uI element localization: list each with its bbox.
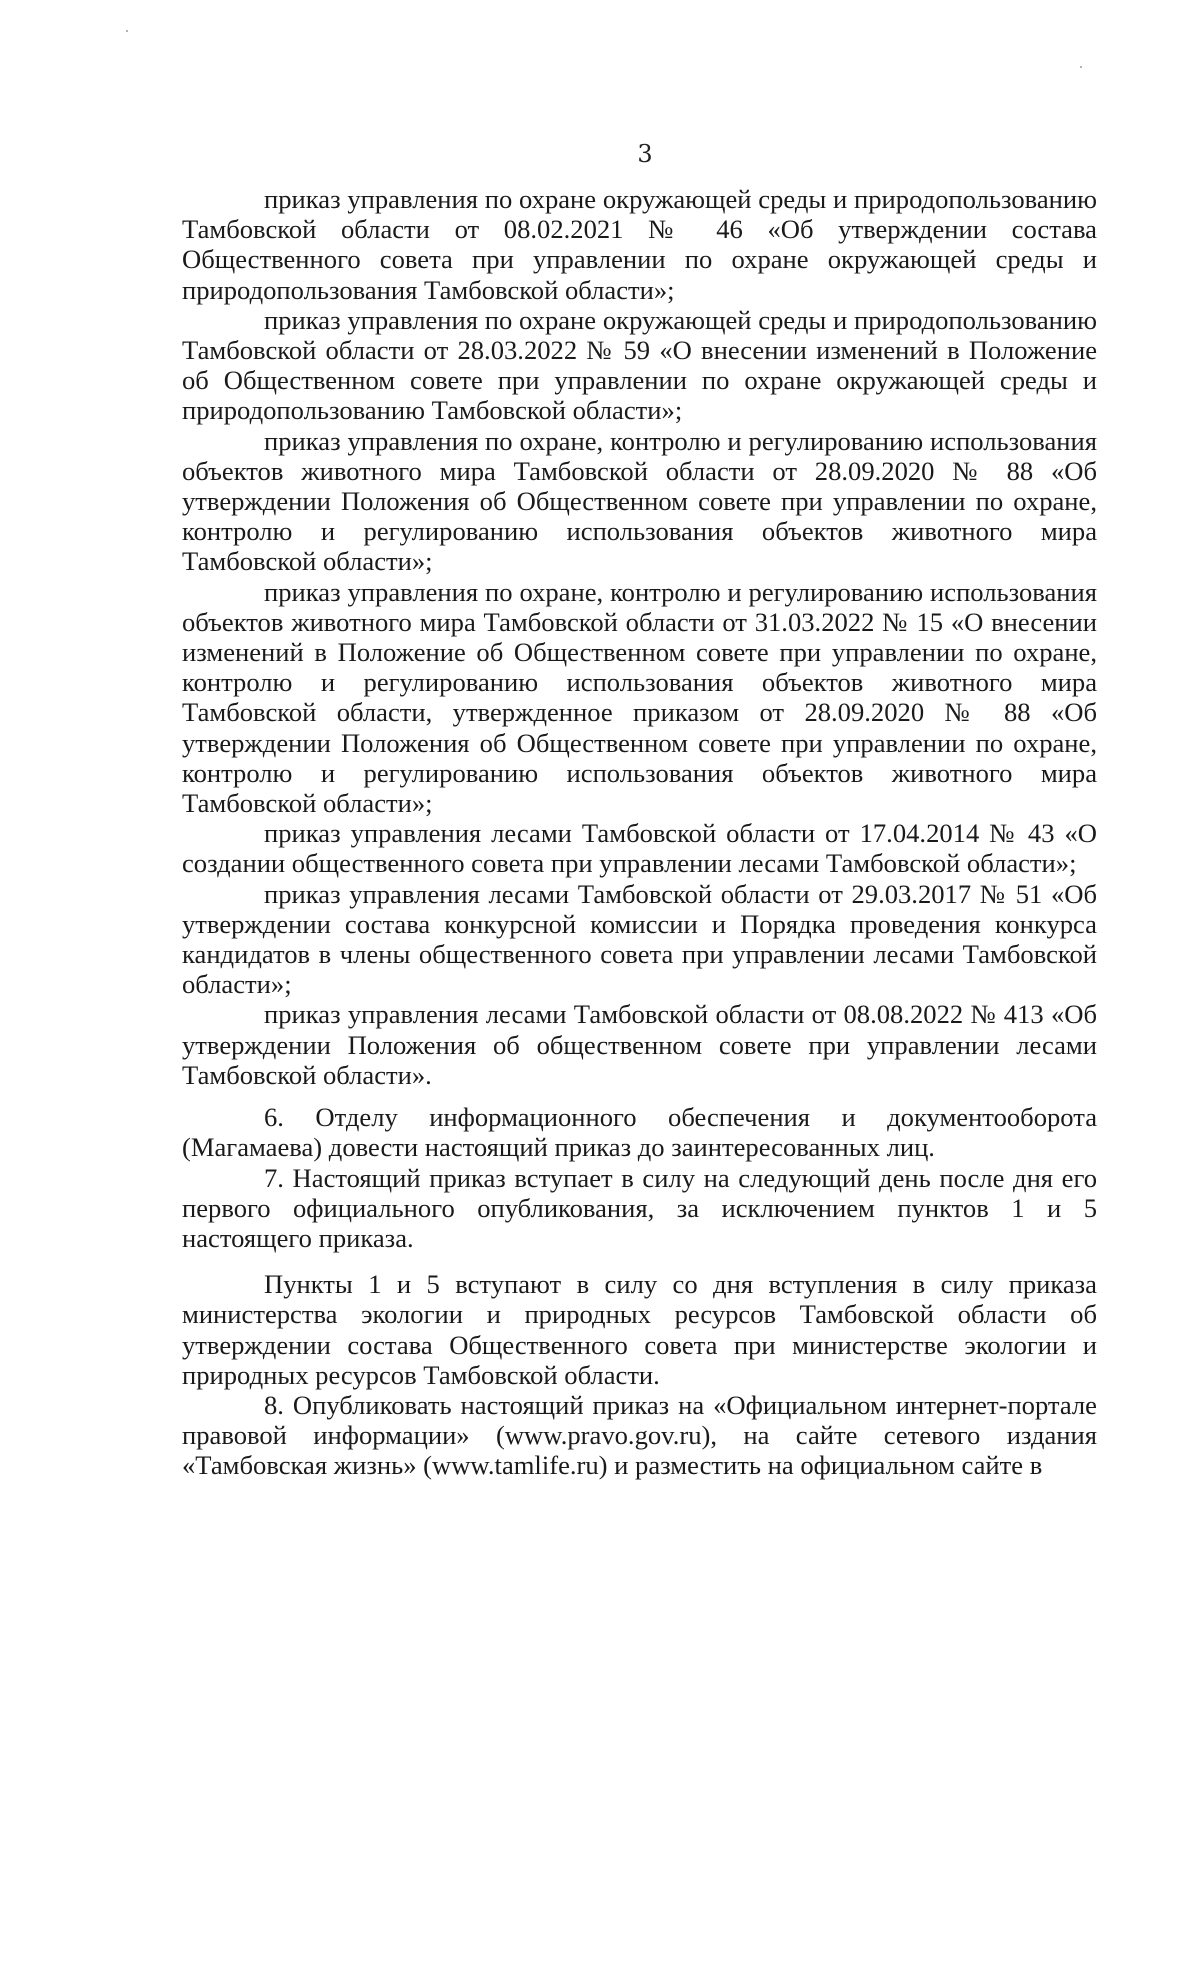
paragraph-order-wildlife-council-amendments: приказ управления по охране, контролю и регулированию использования объектов животного мира Тамбовской области от 31.03.2022 № 15 «О внесении изменений в Положение об Общественном совете при управлении по охране, контролю и регулированию использования объектов животного мира Тамбовской области, утвержденное приказом от 28.09.2020 № 88 «Об утверждении Положения об Общественном совете при управлении по охране, контролю и регулированию использования объектов животного мира Тамбовской области»; bbox=[182, 576, 1097, 819]
paragraph-order-forestry-council-creation: приказ управления лесами Тамбовской области от 17.04.2014 № 43 «О создании общественного совета при управлении лесами Тамбовской области»; bbox=[182, 818, 1097, 879]
paragraph-order-forestry-competition-commission: приказ управления лесами Тамбовской области от 29.03.2017 № 51 «Об утверждении состава конкурсной комиссии и Порядка проведения конкурса кандидатов в члены общественного совета при управлении лесами Тамбовской области»; bbox=[182, 878, 1097, 1000]
page-number: 3 bbox=[637, 140, 653, 168]
paragraph-order-forestry-council-regulation: приказ управления лесами Тамбовской области от 08.08.2022 № 413 «Об утверждении Положения об общественном совете при управлении лесами Тамбовской области». bbox=[182, 999, 1097, 1090]
paragraph-order-environment-council-amendments: приказ управления по охране окружающей среды и природопользованию Тамбовской области от 28.03.2022 № 59 «О внесении изменений в Положение об Общественном совете при управлении по охране окружающей среды и природопользованию Тамбовской области»; bbox=[182, 304, 1097, 426]
document-body bbox=[182, 184, 1097, 1481]
paragraph-order-wildlife-council-regulation: приказ управления по охране, контролю и регулированию использования объектов животного мира Тамбовской области от 28.09.2020 № 88 «Об утверждении Положения об Общественном совете при управлении по охране, контролю и регулированию использования объектов животного мира Тамбовской области»; bbox=[182, 425, 1097, 577]
paragraph-item-8: 8. Опубликовать настоящий приказ на «Официальном интернет-портале правовой информации» (www.pravo.gov.ru), на сайте сетевого издания «Тамбовская жизнь» (www.tamlife.ru) и разместить на официальном сайте в bbox=[182, 1389, 1097, 1481]
scan-speck bbox=[126, 30, 128, 32]
paragraph-order-environment-council-composition: приказ управления по охране окружающей среды и природопользованию Тамбовской области от 08.02.2021 № 46 «Об утверждении состава Общественного совета при управлении по охране окружающей среды и природопользования Тамбовской области»; bbox=[182, 184, 1097, 305]
scan-speck bbox=[1080, 66, 1082, 68]
paragraph-item-6: 6. Отделу информационного обеспечения и документооборота (Магамаева) довести настоящий приказ до заинтересованных лиц. bbox=[182, 1102, 1097, 1163]
paragraph-item-7: 7. Настоящий приказ вступает в силу на следующий день после дня его первого официального опубликования, за исключением пунктов 1 и 5 настоящего приказа. bbox=[182, 1162, 1097, 1253]
paragraph-items-1-5-effective: Пункты 1 и 5 вступают в силу со дня вступления в силу приказа министерства экологии и природных ресурсов Тамбовской области об утверждении состава Общественного совета при министерстве экологии и природных ресурсов Тамбовской области. bbox=[182, 1269, 1097, 1390]
